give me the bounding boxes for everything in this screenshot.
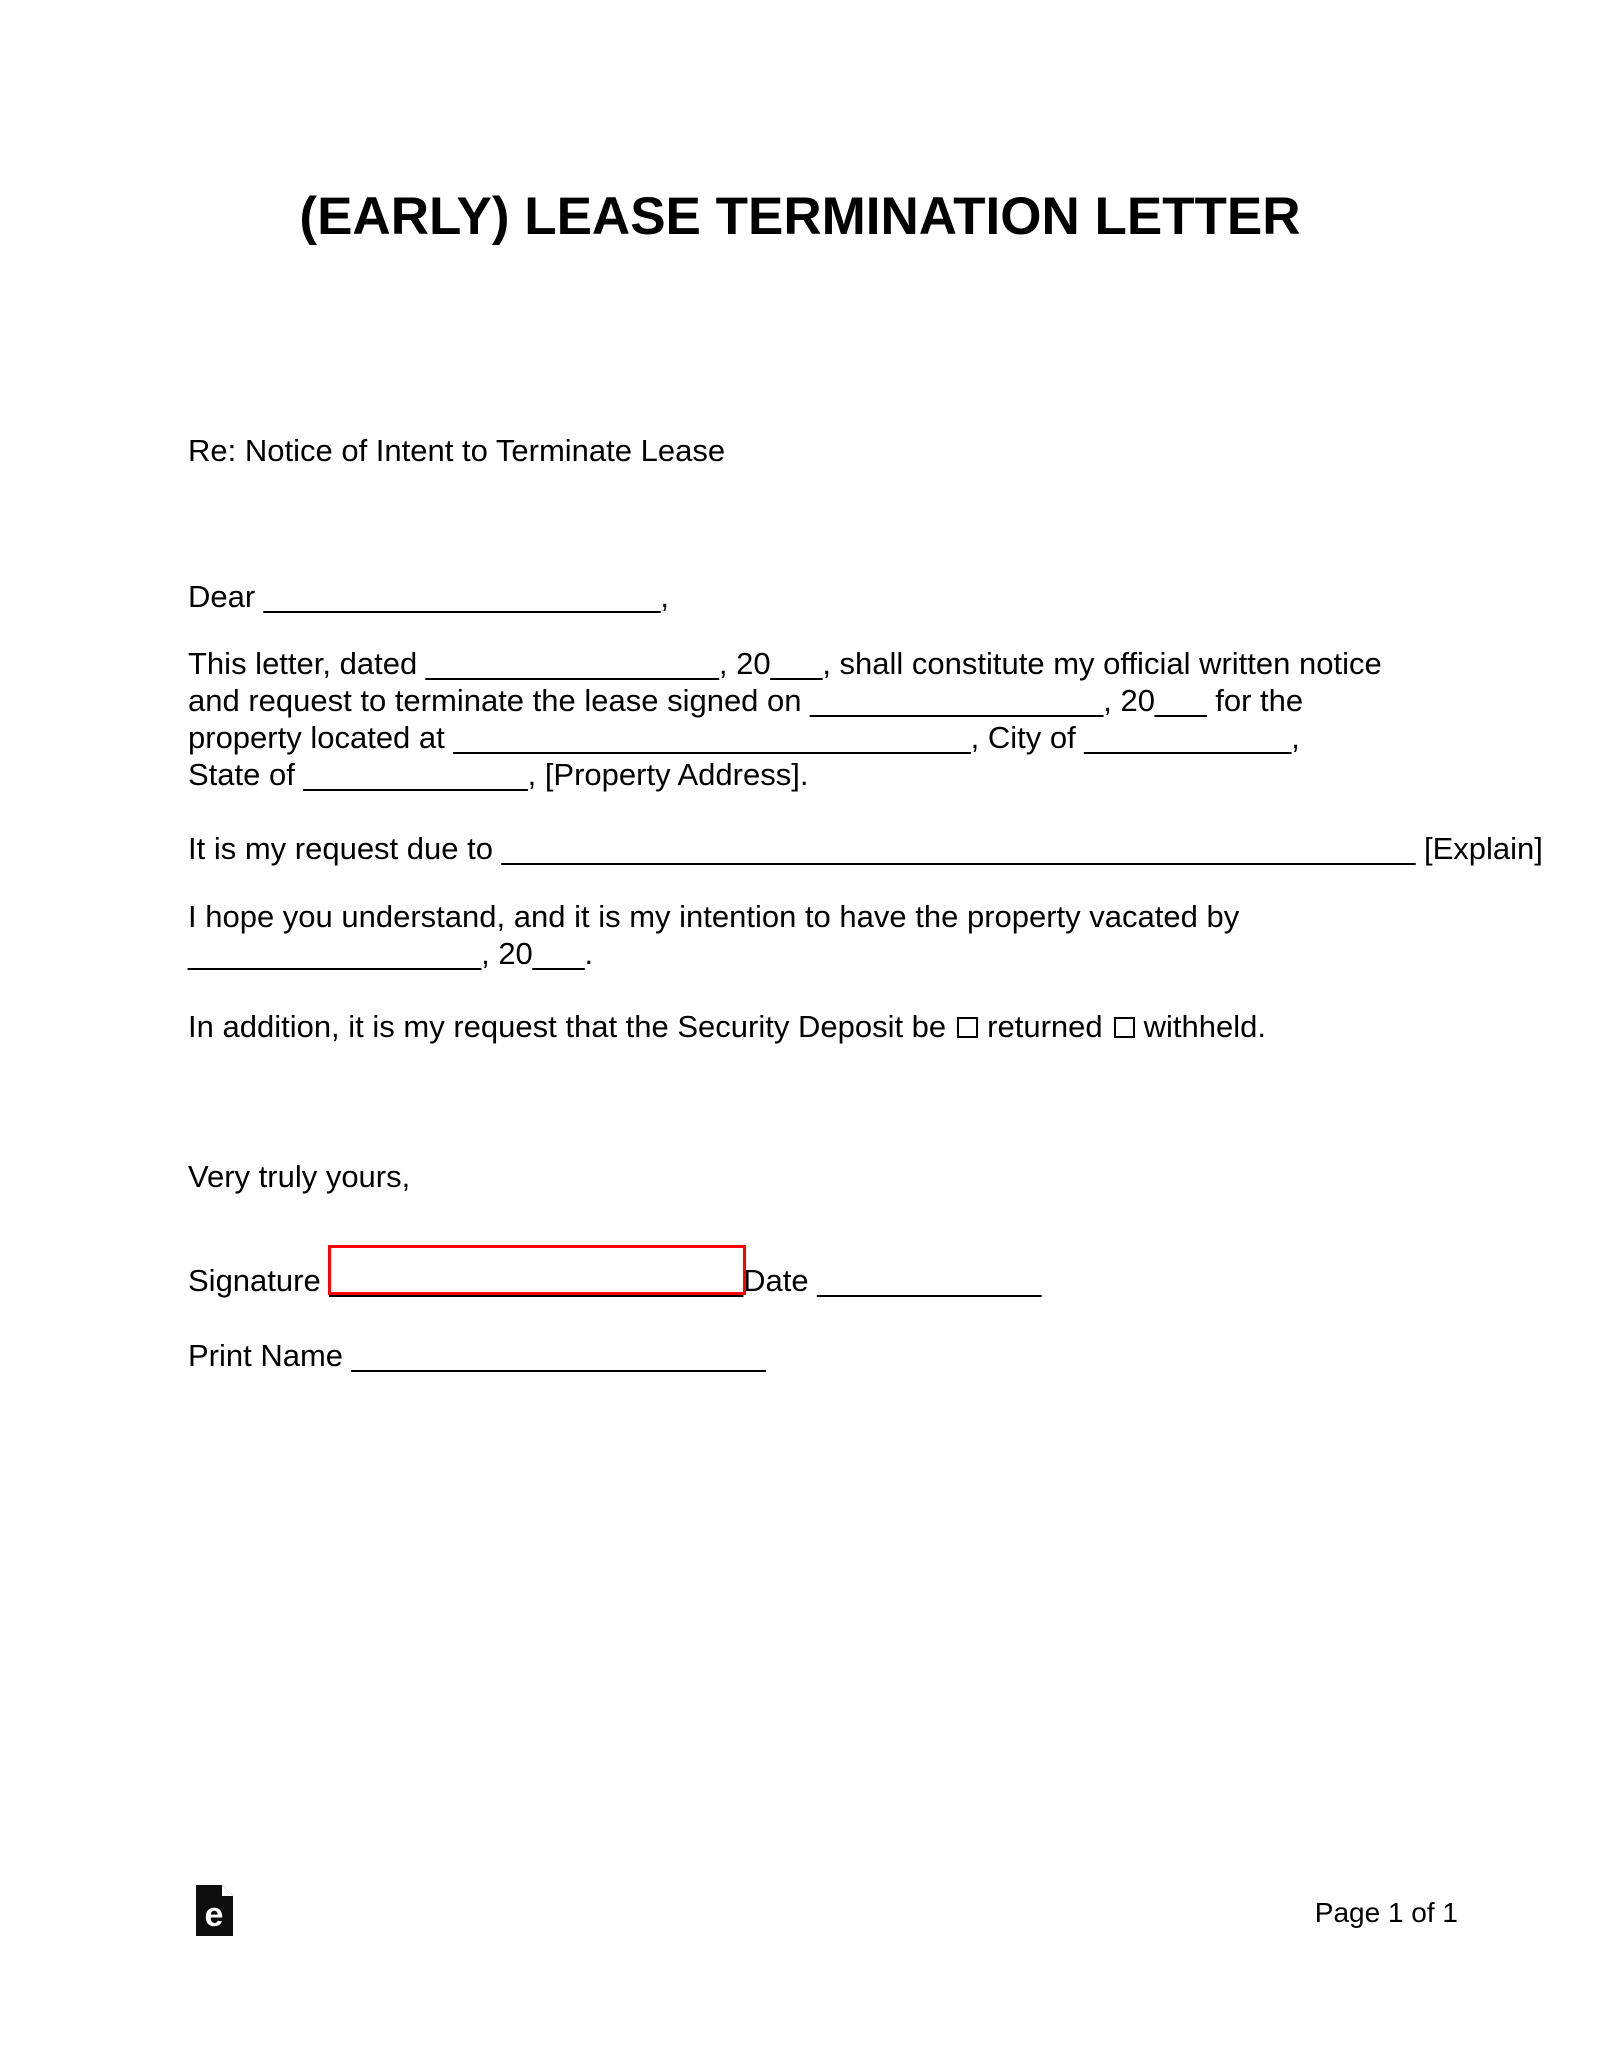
date-blank: _____________ bbox=[817, 1263, 1042, 1298]
signature-blank: ________________________ bbox=[329, 1263, 744, 1298]
body-line-3: property located at ______________________________, City of ____________, bbox=[188, 720, 1300, 755]
svg-text:e: e bbox=[204, 1896, 224, 1934]
body-line-1: This letter, dated _________________, 20___, shall constitute my official written notice bbox=[188, 646, 1382, 681]
print-name-line bbox=[188, 1337, 1470, 1374]
closing-line bbox=[188, 1158, 1470, 1195]
page-number: Page 1 of 1 bbox=[1314, 1897, 1458, 1928]
withheld-label: withheld. bbox=[1143, 1009, 1266, 1044]
reason-paragraph bbox=[188, 830, 1543, 867]
date-label: Date bbox=[743, 1263, 818, 1298]
print-name-blank: ________________________ bbox=[351, 1338, 766, 1373]
subject-line bbox=[188, 432, 1470, 469]
deposit-line bbox=[188, 1008, 1470, 1045]
eforms-logo-icon bbox=[196, 1885, 233, 1936]
subject-text: Re: Notice of Intent to Terminate Lease bbox=[188, 433, 726, 468]
returned-label: returned bbox=[987, 1009, 1103, 1044]
signature-label: Signature bbox=[188, 1263, 330, 1298]
signature-field-highlight-box[interactable] bbox=[328, 1245, 746, 1295]
print-name-label: Print Name bbox=[188, 1338, 352, 1373]
vacate-paragraph bbox=[188, 898, 1470, 972]
print-name-row bbox=[188, 1337, 1470, 1374]
deposit-prefix-text: In addition, it is my request that the Security Deposit be bbox=[188, 1009, 947, 1044]
letter-body-paragraph bbox=[188, 645, 1470, 793]
security-deposit-paragraph bbox=[188, 1008, 1470, 1045]
body-line-2: and request to terminate the lease signed on _________________, 20___ for the bbox=[188, 683, 1304, 718]
body-line-4: State of _____________, [Property Address]. bbox=[188, 757, 809, 792]
vacate-line-2: _________________, 20___. bbox=[188, 936, 594, 971]
vacate-line-1: I hope you understand, and it is my intention to have the property vacated by bbox=[188, 899, 1240, 934]
salutation-line bbox=[188, 578, 1470, 615]
salutation-text: Dear _______________________, bbox=[188, 579, 669, 614]
page-title: (EARLY) LEASE TERMINATION LETTER bbox=[299, 187, 1301, 246]
returned-checkbox[interactable] bbox=[957, 1017, 978, 1038]
closing-text: Very truly yours, bbox=[188, 1159, 411, 1194]
reason-text: It is my request due to _____________________________________________________ [Explain] bbox=[188, 831, 1543, 866]
withheld-checkbox[interactable] bbox=[1114, 1017, 1135, 1038]
